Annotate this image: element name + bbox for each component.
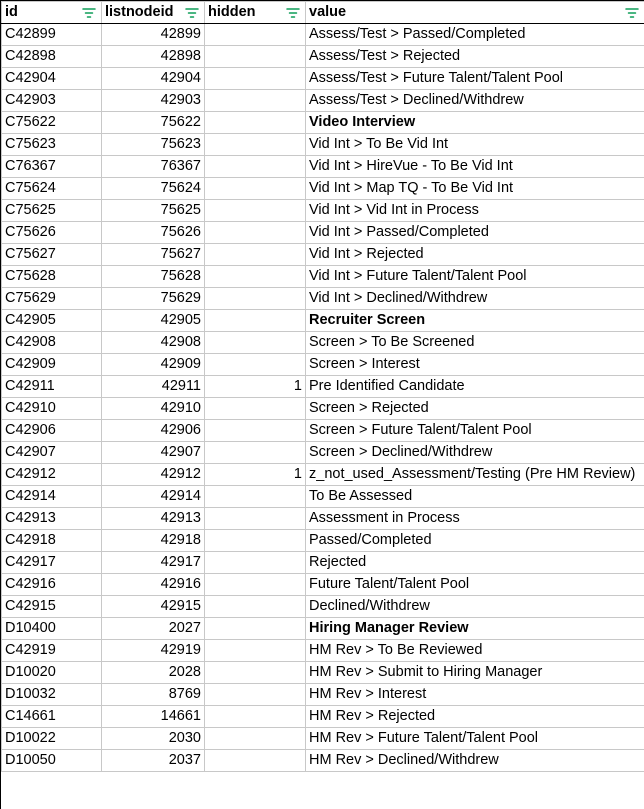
cell-value[interactable]: Vid Int > HireVue - To Be Vid Int <box>306 156 644 178</box>
cell-listnodeid[interactable]: 75625 <box>102 200 205 222</box>
cell-listnodeid[interactable]: 42918 <box>102 530 205 552</box>
cell-listnodeid[interactable]: 42912 <box>102 464 205 486</box>
cell-listnodeid[interactable]: 42908 <box>102 332 205 354</box>
table-row <box>2 530 644 552</box>
cell-value[interactable]: Screen > Future Talent/Talent Pool <box>306 420 644 442</box>
cell-listnodeid[interactable]: 42913 <box>102 508 205 530</box>
table-row <box>2 288 644 310</box>
cell-id[interactable]: D10032 <box>2 684 102 706</box>
cell-listnodeid[interactable]: 75627 <box>102 244 205 266</box>
table-row <box>2 398 644 420</box>
cell-hidden[interactable] <box>205 552 306 574</box>
table-row <box>2 332 644 354</box>
cell-hidden[interactable] <box>205 222 306 244</box>
cell-listnodeid[interactable]: 42904 <box>102 68 205 90</box>
header-row <box>2 2 644 24</box>
cell-id[interactable]: C42913 <box>2 508 102 530</box>
table-row <box>2 596 644 618</box>
cell-listnodeid[interactable]: 42916 <box>102 574 205 596</box>
table-row <box>2 706 644 728</box>
table-row <box>2 728 644 750</box>
cell-value[interactable]: HM Rev > To Be Reviewed <box>306 640 644 662</box>
table-row <box>2 46 644 68</box>
cell-id[interactable]: C42899 <box>2 24 102 46</box>
cell-value[interactable]: To Be Assessed <box>306 486 644 508</box>
cell-value[interactable]: HM Rev > Submit to Hiring Manager <box>306 662 644 684</box>
cell-listnodeid[interactable]: 42919 <box>102 640 205 662</box>
cell-value[interactable]: Future Talent/Talent Pool <box>306 574 644 596</box>
cell-hidden[interactable] <box>205 24 306 46</box>
cell-value[interactable]: HM Rev > Rejected <box>306 706 644 728</box>
cell-hidden[interactable] <box>205 90 306 112</box>
cell-listnodeid[interactable]: 42905 <box>102 310 205 332</box>
column-header-label: hidden <box>208 4 256 20</box>
cell-value[interactable]: Assess/Test > Declined/Withdrew <box>306 90 644 112</box>
cell-listnodeid[interactable]: 2027 <box>102 618 205 640</box>
cell-listnodeid[interactable]: 2037 <box>102 750 205 772</box>
cell-hidden[interactable] <box>205 486 306 508</box>
cell-value[interactable]: Passed/Completed <box>306 530 644 552</box>
cell-listnodeid[interactable]: 75626 <box>102 222 205 244</box>
table-row <box>2 552 644 574</box>
table-row <box>2 68 644 90</box>
cell-value[interactable]: HM Rev > Interest <box>306 684 644 706</box>
cell-id[interactable]: C42905 <box>2 310 102 332</box>
cell-id[interactable]: C42916 <box>2 574 102 596</box>
cell-id[interactable]: C75628 <box>2 266 102 288</box>
cell-listnodeid[interactable]: 42907 <box>102 442 205 464</box>
cell-listnodeid[interactable]: 75628 <box>102 266 205 288</box>
cell-value[interactable]: Declined/Withdrew <box>306 596 644 618</box>
cell-listnodeid[interactable]: 14661 <box>102 706 205 728</box>
filter-icon[interactable] <box>286 7 300 19</box>
table-row <box>2 178 644 200</box>
table-row <box>2 266 644 288</box>
cell-value[interactable]: Vid Int > To Be Vid Int <box>306 134 644 156</box>
table-row <box>2 750 644 772</box>
cell-listnodeid[interactable]: 42898 <box>102 46 205 68</box>
table-row <box>2 662 644 684</box>
cell-id[interactable]: C42909 <box>2 354 102 376</box>
table-row <box>2 486 644 508</box>
table-row <box>2 90 644 112</box>
cell-value[interactable]: Screen > To Be Screened <box>306 332 644 354</box>
table-row <box>2 222 644 244</box>
cell-value[interactable]: Assess/Test > Future Talent/Talent Pool <box>306 68 644 90</box>
table-row <box>2 574 644 596</box>
cell-value[interactable]: Hiring Manager Review <box>306 618 644 640</box>
cell-value[interactable]: Screen > Declined/Withdrew <box>306 442 644 464</box>
cell-listnodeid[interactable]: 75629 <box>102 288 205 310</box>
cell-value[interactable]: Vid Int > Rejected <box>306 244 644 266</box>
table-row <box>2 640 644 662</box>
cell-id[interactable]: D10020 <box>2 662 102 684</box>
table-row <box>2 508 644 530</box>
cell-hidden[interactable] <box>205 420 306 442</box>
cell-listnodeid[interactable]: 42915 <box>102 596 205 618</box>
cell-value[interactable]: Vid Int > Vid Int in Process <box>306 200 644 222</box>
cell-hidden[interactable] <box>205 288 306 310</box>
cell-value[interactable]: Screen > Interest <box>306 354 644 376</box>
data-table <box>1 1 644 772</box>
cell-id[interactable]: C76367 <box>2 156 102 178</box>
cell-listnodeid[interactable]: 42910 <box>102 398 205 420</box>
cell-hidden[interactable] <box>205 244 306 266</box>
cell-id[interactable]: C42908 <box>2 332 102 354</box>
column-header-label: listnodeid <box>105 4 174 20</box>
cell-hidden[interactable] <box>205 640 306 662</box>
cell-hidden[interactable] <box>205 332 306 354</box>
cell-value[interactable]: Vid Int > Passed/Completed <box>306 222 644 244</box>
cell-hidden[interactable] <box>205 354 306 376</box>
cell-value[interactable]: Pre Identified Candidate <box>306 376 644 398</box>
cell-hidden[interactable] <box>205 530 306 552</box>
filter-icon[interactable] <box>82 7 96 19</box>
cell-value[interactable]: HM Rev > Future Talent/Talent Pool <box>306 728 644 750</box>
cell-hidden[interactable]: 1 <box>205 376 306 398</box>
cell-value[interactable]: Recruiter Screen <box>306 310 644 332</box>
cell-value[interactable]: Video Interview <box>306 112 644 134</box>
table-row <box>2 112 644 134</box>
cell-id[interactable]: C42919 <box>2 640 102 662</box>
cell-id[interactable]: C42915 <box>2 596 102 618</box>
filter-icon[interactable] <box>625 7 639 19</box>
cell-id[interactable]: C42912 <box>2 464 102 486</box>
cell-listnodeid[interactable]: 42914 <box>102 486 205 508</box>
cell-value[interactable]: Assess/Test > Rejected <box>306 46 644 68</box>
cell-listnodeid[interactable]: 42899 <box>102 24 205 46</box>
cell-id[interactable]: D10400 <box>2 618 102 640</box>
cell-hidden[interactable] <box>205 574 306 596</box>
cell-value[interactable]: HM Rev > Declined/Withdrew <box>306 750 644 772</box>
cell-id[interactable]: C75624 <box>2 178 102 200</box>
table-row <box>2 442 644 464</box>
filter-icon[interactable] <box>185 7 199 19</box>
table-row <box>2 244 644 266</box>
table-row <box>2 618 644 640</box>
cell-id[interactable]: C42918 <box>2 530 102 552</box>
cell-listnodeid[interactable]: 42911 <box>102 376 205 398</box>
cell-id[interactable]: D10022 <box>2 728 102 750</box>
cell-listnodeid[interactable]: 42917 <box>102 552 205 574</box>
cell-listnodeid[interactable]: 42909 <box>102 354 205 376</box>
cell-id[interactable]: C75622 <box>2 112 102 134</box>
table-row <box>2 156 644 178</box>
table-row <box>2 354 644 376</box>
cell-listnodeid[interactable]: 42903 <box>102 90 205 112</box>
cell-value[interactable]: Screen > Rejected <box>306 398 644 420</box>
cell-hidden[interactable] <box>205 618 306 640</box>
cell-hidden[interactable] <box>205 156 306 178</box>
cell-value[interactable]: Vid Int > Future Talent/Talent Pool <box>306 266 644 288</box>
cell-hidden[interactable] <box>205 266 306 288</box>
cell-hidden[interactable] <box>205 728 306 750</box>
cell-id[interactable]: C42914 <box>2 486 102 508</box>
column-header-id[interactable] <box>2 2 102 24</box>
table-row <box>2 464 644 486</box>
cell-hidden[interactable] <box>205 310 306 332</box>
cell-listnodeid[interactable]: 8769 <box>102 684 205 706</box>
cell-id[interactable]: C14661 <box>2 706 102 728</box>
cell-listnodeid[interactable]: 75622 <box>102 112 205 134</box>
cell-hidden[interactable] <box>205 684 306 706</box>
column-header-label: id <box>5 4 18 20</box>
cell-id[interactable]: C75623 <box>2 134 102 156</box>
cell-id[interactable]: C75629 <box>2 288 102 310</box>
table-row <box>2 200 644 222</box>
cell-id[interactable]: C42917 <box>2 552 102 574</box>
cell-id[interactable]: C42904 <box>2 68 102 90</box>
cell-id[interactable]: C42907 <box>2 442 102 464</box>
column-header-value[interactable] <box>306 2 644 24</box>
cell-value[interactable]: Assessment in Process <box>306 508 644 530</box>
column-header-label: value <box>309 4 347 20</box>
cell-hidden[interactable] <box>205 706 306 728</box>
cell-id[interactable]: C42910 <box>2 398 102 420</box>
table-row <box>2 24 644 46</box>
cell-value[interactable]: Vid Int > Map TQ - To Be Vid Int <box>306 178 644 200</box>
cell-hidden[interactable] <box>205 112 306 134</box>
cell-hidden[interactable] <box>205 178 306 200</box>
cell-hidden[interactable] <box>205 750 306 772</box>
cell-hidden[interactable] <box>205 68 306 90</box>
column-header-hidden[interactable] <box>205 2 306 24</box>
cell-id[interactable]: C42906 <box>2 420 102 442</box>
table-row <box>2 684 644 706</box>
cell-listnodeid[interactable]: 75624 <box>102 178 205 200</box>
cell-value[interactable]: Assess/Test > Passed/Completed <box>306 24 644 46</box>
cell-hidden[interactable] <box>205 596 306 618</box>
cell-listnodeid[interactable]: 76367 <box>102 156 205 178</box>
cell-value[interactable]: Vid Int > Declined/Withdrew <box>306 288 644 310</box>
table-row <box>2 134 644 156</box>
cell-hidden[interactable] <box>205 134 306 156</box>
cell-value[interactable]: z_not_used_Assessment/Testing (Pre HM Review) <box>306 464 644 486</box>
cell-listnodeid[interactable]: 42906 <box>102 420 205 442</box>
cell-value[interactable]: Rejected <box>306 552 644 574</box>
cell-id[interactable]: C42898 <box>2 46 102 68</box>
cell-hidden[interactable] <box>205 442 306 464</box>
cell-listnodeid[interactable]: 2028 <box>102 662 205 684</box>
cell-hidden[interactable] <box>205 662 306 684</box>
cell-hidden[interactable]: 1 <box>205 464 306 486</box>
table-row <box>2 310 644 332</box>
cell-listnodeid[interactable]: 2030 <box>102 728 205 750</box>
cell-listnodeid[interactable]: 75623 <box>102 134 205 156</box>
cell-id[interactable]: C42903 <box>2 90 102 112</box>
cell-id[interactable]: D10050 <box>2 750 102 772</box>
cell-hidden[interactable] <box>205 508 306 530</box>
table-body <box>2 24 644 772</box>
table-row <box>2 376 644 398</box>
cell-id[interactable]: C75626 <box>2 222 102 244</box>
cell-hidden[interactable] <box>205 398 306 420</box>
table-row <box>2 420 644 442</box>
cell-hidden[interactable] <box>205 200 306 222</box>
cell-id[interactable]: C75625 <box>2 200 102 222</box>
column-header-listnodeid[interactable] <box>102 2 205 24</box>
cell-id[interactable]: C42911 <box>2 376 102 398</box>
cell-id[interactable]: C75627 <box>2 244 102 266</box>
cell-hidden[interactable] <box>205 46 306 68</box>
